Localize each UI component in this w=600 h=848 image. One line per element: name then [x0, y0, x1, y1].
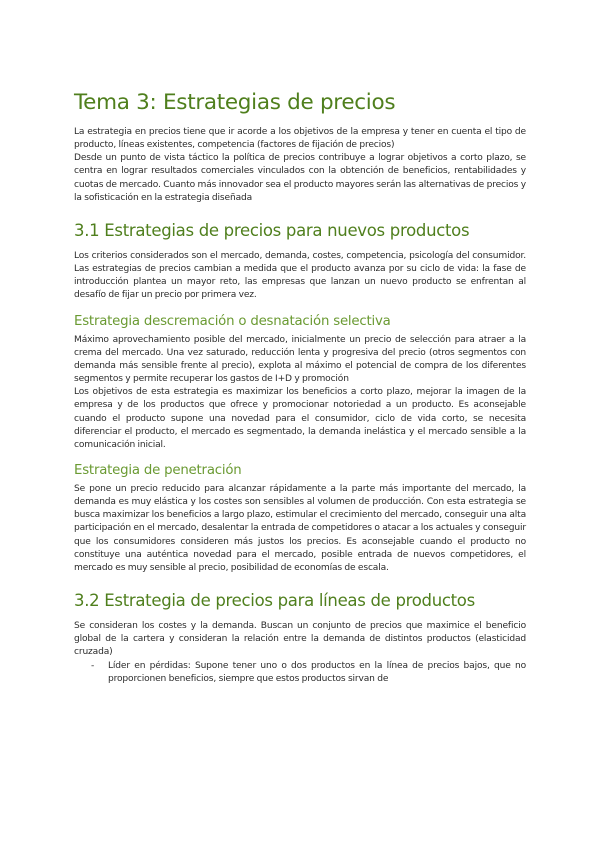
section-heading-3-1: 3.1 Estrategias de precios para nuevos productos — [74, 220, 470, 240]
page-title: Tema 3: Estrategias de precios — [74, 90, 396, 115]
list-dash: - — [91, 660, 95, 671]
penetracion-paragraph: Se pone un precio reducido para alcanzar rápidamente a la parte más importante del mercado, la demanda es muy elástica y los costes son sensibles al volumen de producción. Con esta estrategia se busca maximizar los beneficios a largo plazo, estimular el crecimiento del mercado, conseguir una alta participación en el mercado, desalentar la entrada de competidores o atacar a los actuales y conseguir que los consumidores consideren más justos los precios. Es aconsejable cuando el producto no constituye una auténtica novedad para el mercado, posible entrada de nuevos competidores, el mercado es muy sensible al precio, posibilidad de economías de escala. — [74, 483, 526, 573]
subsection-heading-descremacion: Estrategia descremación o desnatación selectiva — [74, 313, 391, 329]
section-3-2-paragraph: Se consideran los costes y la demanda. Buscan un conjunto de precios que maximice el beneficio global de la cartera y consideran la relación entre la demanda de distintos productos (elasticidad cruzada) — [74, 621, 526, 658]
intro-paragraph-1: La estrategia en precios tiene que ir acorde a los objetivos de la empresa y tener en cuenta el tipo de producto, líneas existentes, competencia (factores de fijación de precios) — [74, 127, 526, 151]
descremacion-paragraph-1: Máximo aprovechamiento posible del mercado, inicialmente un precio de selección para atraer a la crema del mercado. Una vez saturado, reducción lenta y progresiva del precio (otros segmentos con demanda más sensible frente al precio), explota al máximo el potencial de compra de los diferentes segmentos y permite recuperar los gastos de I+D y promoción — [74, 334, 526, 385]
section-3-1-paragraph: Los criterios considerados son el mercado, demanda, costes, competencia, psicología del consumidor. Las estrategias de precios cambian a medida que el producto avanza por su ciclo de vida: la fase de introducción plantea un mayor reto, las empresas que lanzan un nuevo producto se enfrentan al desafío de fijar un precio por primera vez. — [74, 250, 526, 301]
list-item — [91, 660, 526, 686]
subsection-heading-penetracion: Estrategia de penetración — [74, 462, 242, 478]
list-item-text: Líder en pérdidas: Supone tener uno o dos productos en la línea de precios bajos, que no proporcionen beneficios, siempre que estos productos sirvan de — [108, 660, 526, 684]
intro-paragraph-2: Desde un punto de vista táctico la política de precios contribuye a lograr objetivos a corto plazo, se centra en lograr resultados comerciales vinculados con la obtención de beneficios, rentabilidades y cuotas de mercado. Cuanto más innovador sea el producto mayores serán las alternativas de precios y la sofisticación en la estrategia diseñada — [74, 153, 526, 203]
section-heading-3-2: 3.2 Estrategia de precios para líneas de productos — [74, 591, 475, 611]
strategy-list — [74, 660, 526, 686]
descremacion-paragraph-2: Los objetivos de esta estrategia es maximizar los beneficios a corto plazo, mejorar la imagen de la empresa y de los productos que ofrece y promocionar notoriedad a un producto. Es aconsejable cuando el producto supone una novedad para el consumidor, ciclo de vida corto, se necesita diferenciar el producto, el mercado es segmentado, la demanda inelástica y el mercado sensible a la comunicación inicial. — [74, 387, 526, 450]
